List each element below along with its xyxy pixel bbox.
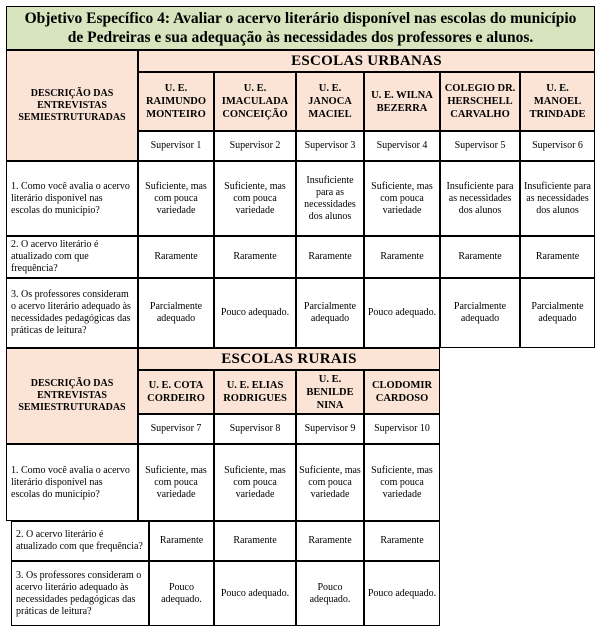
urban-answer-2-4: Raramente xyxy=(364,236,440,278)
urban-answer-1-2: Suficiente, mas com pouca variedade xyxy=(214,161,296,236)
rural-supervisor-8: Supervisor 8 xyxy=(214,414,296,444)
rural-question-2: 2. O acervo literário é atualizado com que frequência? xyxy=(11,521,149,561)
urban-supervisor-2: Supervisor 2 xyxy=(214,131,296,161)
rural-answer-1-2: Suficiente, mas com pouca variedade xyxy=(214,444,296,521)
urban-answer-3-3: Parcialmente adequado xyxy=(296,278,364,348)
rural-answer-1-4: Suficiente, mas com pouca variedade xyxy=(364,444,440,521)
urban-answer-2-2: Raramente xyxy=(214,236,296,278)
urban-answer-3-6: Parcialmente adequado xyxy=(520,278,595,348)
urban-answer-3-1: Parcialmente adequado xyxy=(138,278,214,348)
rural-question-1: 1. Como você avalia o acervo literário disponível nas escolas do município? xyxy=(6,444,138,521)
urban-question-1: 1. Como você avalia o acervo literário disponível nas escolas do município? xyxy=(6,161,138,236)
urban-question-2: 2. O acervo literário é atualizado com que frequência? xyxy=(6,236,138,278)
urban-answer-3-2: Pouco adequado. xyxy=(214,278,296,348)
urban-answer-2-6: Raramente xyxy=(520,236,595,278)
urban-supervisor-4: Supervisor 4 xyxy=(364,131,440,161)
rural-answer-3-4: Pouco adequado. xyxy=(364,561,440,626)
urban-answer-2-5: Raramente xyxy=(440,236,520,278)
rural-answer-3-3: Pouco adequado. xyxy=(296,561,364,626)
rural-school-3: U. E. BENILDE NINA xyxy=(296,370,364,414)
urban-answer-3-4: Pouco adequado. xyxy=(364,278,440,348)
rural-answer-1-3: Suficiente, mas com pouca variedade xyxy=(296,444,364,521)
rural-answer-2-4: Raramente xyxy=(364,521,440,561)
rural-answer-3-1: Pouco adequado. xyxy=(149,561,214,626)
urban-answer-1-5: Insuficiente para as necessidades dos alunos xyxy=(440,161,520,236)
urban-question-3: 3. Os professores consideram o acervo literário adequado às necessidades pedagógicas das práticas de leitura? xyxy=(6,278,138,348)
table-title: Objetivo Específico 4: Avaliar o acervo literário disponível nas escolas do município de Pedreiras e sua adequação às necessidades dos professores e alunos. xyxy=(6,6,595,50)
rural-description-header: DESCRIÇÃO DAS ENTREVISTAS SEMIESTRUTURADAS xyxy=(6,348,138,444)
urban-answer-1-4: Suficiente, mas com pouca variedade xyxy=(364,161,440,236)
urban-supervisor-3: Supervisor 3 xyxy=(296,131,364,161)
urban-supervisor-1: Supervisor 1 xyxy=(138,131,214,161)
urban-supervisor-5: Supervisor 5 xyxy=(440,131,520,161)
rural-answer-3-2: Pouco adequado. xyxy=(214,561,296,626)
urban-answer-1-1: Suficiente, mas com pouca variedade xyxy=(138,161,214,236)
rural-supervisor-9: Supervisor 9 xyxy=(296,414,364,444)
urban-answer-1-6: Insuficiente para as necessidades dos alunos xyxy=(520,161,595,236)
urban-supervisor-6: Supervisor 6 xyxy=(520,131,595,161)
urban-school-5: COLEGIO DR. HERSCHELL CARVALHO xyxy=(440,72,520,131)
urban-answer-3-5: Parcialmente adequado xyxy=(440,278,520,348)
urban-school-3: U. E. JANOCA MACIEL xyxy=(296,72,364,131)
urban-school-6: U. E. MANOEL TRINDADE xyxy=(520,72,595,131)
rural-question-3: 3. Os professores consideram o acervo literário adequado às necessidades pedagógicas das práticas de leitura? xyxy=(11,561,149,626)
rural-school-4: CLODOMIR CARDOSO xyxy=(364,370,440,414)
rural-section-heading: ESCOLAS RURAIS xyxy=(138,348,440,370)
urban-school-2: U. E. IMACULADA CONCEIÇÃO xyxy=(214,72,296,131)
urban-section-heading: ESCOLAS URBANAS xyxy=(138,50,595,72)
rural-answer-2-2: Raramente xyxy=(214,521,296,561)
rural-school-2: U. E. ELIAS RODRIGUES xyxy=(214,370,296,414)
urban-answer-2-1: Raramente xyxy=(138,236,214,278)
urban-description-header: DESCRIÇÃO DAS ENTREVISTAS SEMIESTRUTURADAS xyxy=(6,50,138,161)
rural-answer-2-3: Raramente xyxy=(296,521,364,561)
rural-school-1: U. E. COTA CORDEIRO xyxy=(138,370,214,414)
rural-answer-1-1: Suficiente, mas com pouca variedade xyxy=(138,444,214,521)
rural-supervisor-10: Supervisor 10 xyxy=(364,414,440,444)
urban-answer-1-3: Insuficiente para as necessidades dos alunos xyxy=(296,161,364,236)
rural-supervisor-7: Supervisor 7 xyxy=(138,414,214,444)
urban-school-1: U. E. RAIMUNDO MONTEIRO xyxy=(138,72,214,131)
urban-answer-2-3: Raramente xyxy=(296,236,364,278)
urban-school-4: U. E. WILNA BEZERRA xyxy=(364,72,440,131)
rural-answer-2-1: Raramente xyxy=(149,521,214,561)
